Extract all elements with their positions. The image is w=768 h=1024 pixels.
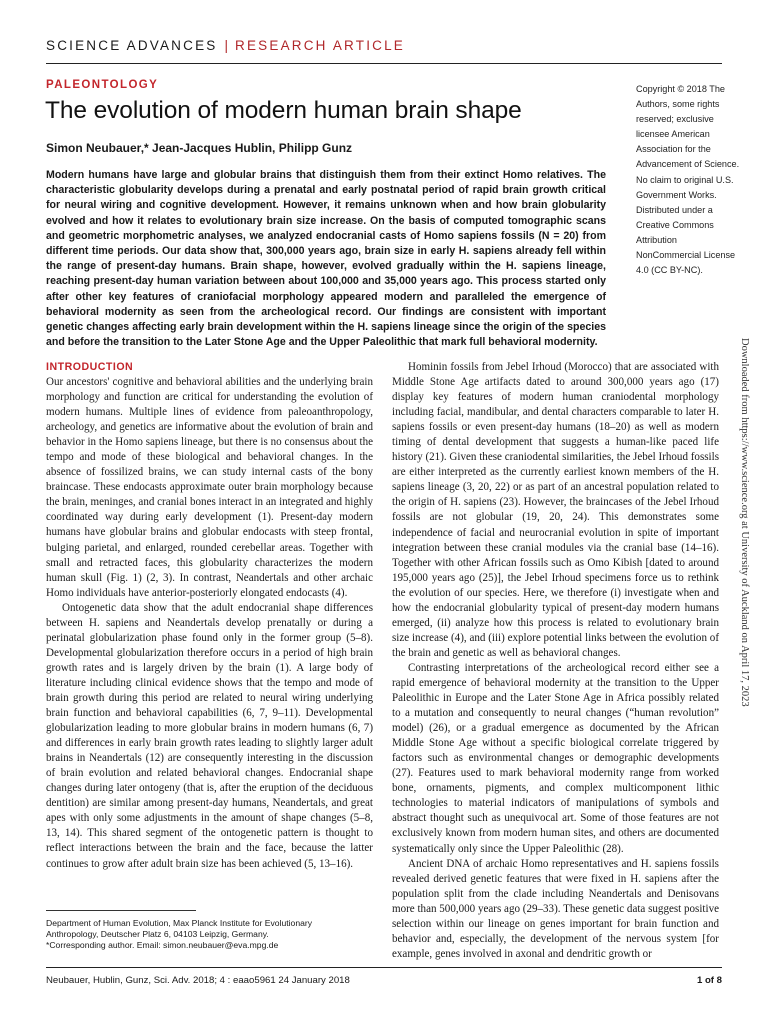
header-separator: | [224,38,229,53]
body-paragraph: Hominin fossils from Jebel Irhoud (Morocco) that are associated with Middle Stone Age artifacts dated to around 300,000 years ago (17) display key features of modern human craniodental morphology including facial, mandibular, and dental characters comparable to later H. sapiens fossils or even present-day humans (18–20) as well as modern timing of dental development that suggests a human-like paced life history (21). Given these craniodental similarities, the Jebel Irhoud fossils are either interpreted as the currently earliest known members of the H. sapiens lineage (3, 20, 22) or as part of an ancestral population related to the origin of H. sapiens (23). However, the braincases of the Jebel Irhoud fossils are not globular (19, 20, 24). This demonstrates some independence of facial and neurocranial evolution in spite of important integration between these cranial modules via the cranial base (14–16). Together with other African fossils such as Omo Kibish [dated to around 195,000 years ago (25)], the Jebel Irhoud specimens force us to rethink the evolution of our species. Here, we therefore (i) investigate when and how the endocranial globularity typical of present-day modern humans emerged, (ii) analyze how this process is related to evolutionary brain size increase (4), and (iii) explore potential links between the evolution of the brain and genetic as well as behavioral changes. [392,361,719,659]
download-watermark-text: Downloaded from https://www.science.org at University of Auckland on April 17, 2023 [739,338,750,707]
affiliation-footnote [46,918,366,951]
body-column-right [392,360,719,962]
journal-name: SCIENCE ADVANCES [46,38,218,53]
copyright-notice: Copyright © 2018 The Authors, some rights reserved; exclusive licensee American Association for the Advancement of Science. No claim to original U.S. Government Works. Distributed under a Creative Commons Attribution NonCommercial License 4.0 (CC BY-NC). [636,84,740,276]
introduction-heading: INTRODUCTION [46,361,134,373]
body-paragraph: Ontogenetic data show that the adult endocranial shape differences between H. sapiens and Neandertals develop prenatally or during a perinatal globularization phase found only in the former group (5–8). Developmental globularization therefore occurs in a period of high brain growth rates and is largely driven by the brain (1). A large body of literature including clinical evidence shows that the tempo and mode of brain growth during this period are related to neural wiring underlying brain function and behavioral capabilities (6, 7, 9–11). Developmental globularization leading to more globular brains in modern humans (6, 7) and differences in early brain growth rates leading to slightly larger adult brains in Neandertals (12) are consequently interesting in the discussion of brain evolution and related behavioral changes. Endocranial shape changes during later ontogeny (that is, after the eruption of the deciduous dentition) are similar among present-day humans, Neandertals, and great apes with only some adjustments in the amount of shape changes (5–8, 13, 14). This shared segment of the ontogenetic pattern is thought to reflect interactions between the brain and the face, because the latter continues to grow after adult brain size has been achieved (5, 13–16). [46,601,373,870]
article-type: RESEARCH ARTICLE [235,38,406,53]
body-paragraph: Contrasting interpretations of the archeological record either see a rapid emergence of behavioral modernity at the transition to the Upper Paleolithic in Europe and the Later Stone Age in Africa possibly related to a mutation and consequently to neural changes (“human revolution” model) (26), or a gradual emergence as documented by the African Middle Stone Age without a specific biological correlate triggered by factors such as environmental changes or demographic developments (27). Features used to mark behavioral modernity range from worked bone, ornaments, pigments, and complex multicomponent lithic technologies to material indicators of manipulations of symbols and abstract thought such as unequivocal art. Some of those features are not exclusively known from modern human sites, and others are documented systematically only since the Upper Paleolithic (28). [392,661,719,855]
section-label: PALEONTOLOGY [46,79,159,91]
page-number: 1 of 8 [696,975,722,986]
affiliation-text: Department of Human Evolution, Max Planck Institute for Evolutionary Anthropology, Deutscher Platz 6, 04103 Leipzig, Germany. [46,918,313,939]
author-list: Simon Neubauer,* Jean-Jacques Hublin, Philipp Gunz [46,141,353,155]
footer-rule [46,967,722,968]
abstract: Modern humans have large and globular brains that distinguish them from their extinct Homo relatives. The characteristic globularity develops during a prenatal and early postnatal period of rapid brain growth critical for neural wiring and cognitive development. However, it remains unknown when and how brain globularity evolved and how it relates to evolutionary brain size increase. On the basis of computed tomographic scans and geometric morphometric analyses, we analyzed endocranial casts of Homo sapiens fossils (N = 20) from different time periods. Our data show that, 300,000 years ago, brain size in early H. sapiens already fell within the range of present-day humans. Brain shape, however, evolved gradually within the H. sapiens lineage, reaching present-day human variation between about 100,000 and 35,000 years ago. This process started only after other key features of craniofacial morphology appeared modern and paralleled the emergence of behavioral modernity as seen from the archeological record. Our findings are consistent with important genetic changes affecting early brain development within the H. sapiens lineage since the origin of the species and before the transition to the Later Stone Age and the Upper Paleolithic that mark full behavioral modernity. [46,169,606,349]
body-column-left [46,360,373,872]
journal-header [46,38,405,53]
footnote-rule [46,910,196,911]
download-watermark [736,338,756,707]
header-rule [46,63,722,64]
body-paragraph: Ancient DNA of archaic Homo representatives and H. sapiens fossils revealed derived genetic features that were fixed in H. sapiens after the population split from the clade including Neandertals and Denisovans more than 500,000 years ago (29–33). These genetic data suggest positive selection within our lineage on genes important for brain function and behavior and, especially, the development of the nervous system [for example, genes involved in axonal and dendritic growth or [392,857,719,960]
footer-citation: Neubauer, Hublin, Gunz, Sci. Adv. 2018; 4 : eaao5961 24 January 2018 [46,975,350,986]
article-title: The evolution of modern human brain shape [45,97,522,124]
corresponding-author: *Corresponding author. Email: simon.neubauer@eva.mpg.de [46,940,279,950]
body-paragraph: Our ancestors' cognitive and behavioral abilities and the underlying brain morphology and function are critical for understanding the evolution of modern humans. Multiple lines of evidence from paleoanthropology, archeology, and genetics are informative about the evolution of brain and behavior in the Homo sapiens lineage, but there is no consensus about the tempo and mode of these biological and behavioral changes. In the absence of fossilized brains, we can study internal casts of the bony braincase. These endocasts approximate outer brain morphology because the brain, meninges, and cranial bones interact in an integrated and highly coordinated way during early development (1). Present-day modern humans have globular brains and globular endocasts with steep frontal, bulging parietal, and enlarged, rounded cerebellar areas. Together with small and retracted faces, this globularity characterizes the modern human skull (Fig. 1) (2, 3). In contrast, Neandertals and other archaic Homo individuals have anterior-posteriorly elongated endocasts (4). [46,376,373,599]
